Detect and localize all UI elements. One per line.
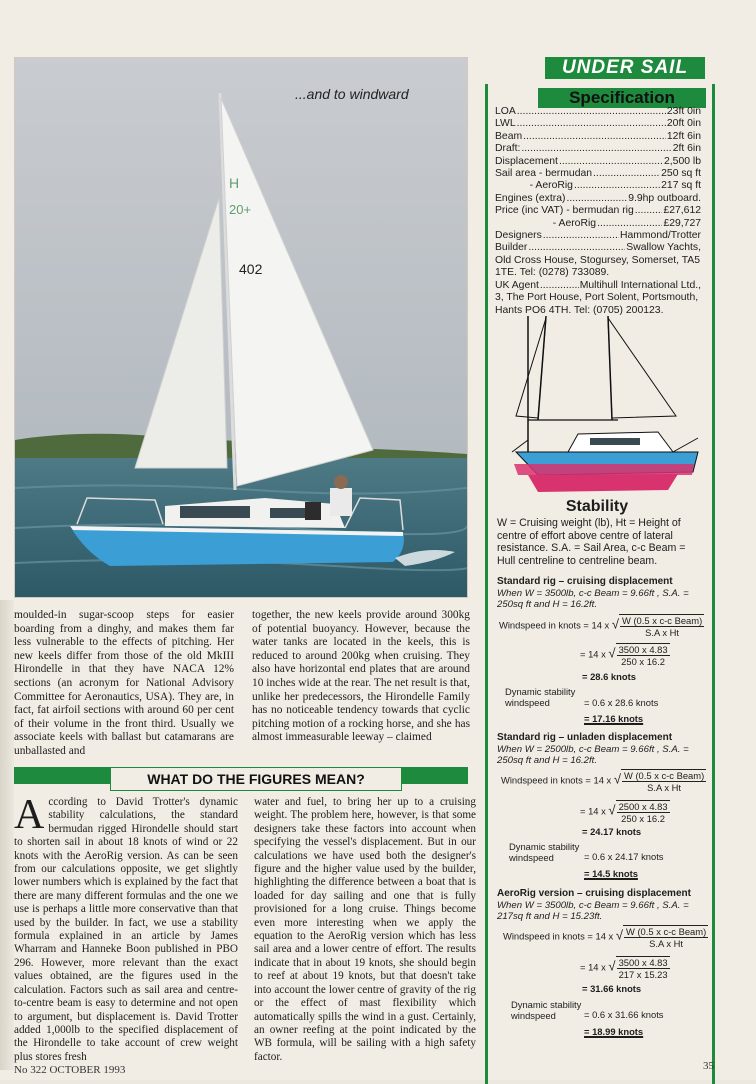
calc-result-1: = 28.6 knots — [582, 671, 636, 682]
sail-number-text: 402 — [239, 261, 263, 277]
calc-result-2: = 24.17 knots — [582, 826, 642, 837]
sail-mark-text: H — [229, 175, 240, 191]
boat-photo-illustration — [15, 58, 467, 597]
calc-heading: Standard rig – unladen displacement — [497, 732, 673, 743]
drop-cap: A — [14, 792, 45, 838]
dyn-label-2b: windspeed — [509, 852, 554, 863]
spec-row: Sail area - bermudan ..... 250 sq ft — [495, 168, 701, 180]
article-column-2 — [252, 609, 470, 745]
spec-row: LOA ..... 23ft 0in — [495, 106, 701, 118]
calc-conditions: When W = 3500lb, c-c Beam = 9.66ft , S.A. = 217sq ft and H = 15.23ft. — [497, 899, 689, 922]
dyn-result-3: = 18.99 knots — [584, 1026, 644, 1037]
calc-formula-1: Windspeed in knots = 14 x √ $\frac{\text{W (0.5 x c-c Beam)}}{\text{S.A x Ht}}$ — [499, 615, 703, 638]
spec-row: - AeroRig ..... £29,727 — [495, 218, 701, 230]
section-tag: UNDER SAIL — [545, 57, 705, 79]
calc-sub-1: = 14 x √ $\frac{3500 x 4.83}{250 x 16.2}$ — [580, 644, 668, 667]
dyn-label-1b: windspeed — [505, 697, 550, 708]
figures-paragraph: water and fuel, to bring her up to a cruising weight. The problem here, however, is that some designers take these factors into account when specifying the vessel's displacement. But in our calculations we have used both the designer's figure and the higher value used by the builder, highlighting the difference between a boat that is loaded for day sailing and one that is fully provisioned for a long cruise. Things become even more interesting when we apply the equation to the AeroRig version which has less sail area and a lower centre of effort. The results indicate that in about 19 knots, she should begin to reef at about 19 knots, but that doesn't take into account the lower centre of gravity of the rig or the effect of mast flexibility which automatically spills the wind in a gust. Certainly, an owner reefing at the point indicated by the WB formula, will be sailing with a high safety factor. — [254, 796, 476, 1063]
dyn-calc-3: = 0.6 x 31.66 knots — [584, 1009, 664, 1020]
dyn-calc-2: = 0.6 x 24.17 knots — [584, 851, 664, 862]
builder-address: Old Cross House, Stogursey, Somerset, TA5 1TE. Tel: (0278) 733089. — [495, 254, 701, 279]
spec-row: Beam ..... 12ft 6in — [495, 131, 701, 143]
boat-profile-diagram — [508, 312, 703, 498]
figures-column-1 — [14, 792, 238, 1064]
calc-conditions: When W = 3500lb, c-c Beam = 9.66ft , S.A. = 250sq ft and H = 16.2ft. — [497, 587, 689, 610]
stability-intro: W = Cruising weight (lb), Ht = Height of centre of effort above centre of lateral resistance. S.A. = Sail Area, c-c Beam = Hull centreline to centreline beam. — [497, 517, 686, 567]
calc-block-2 — [497, 732, 705, 767]
article-column-1 — [14, 609, 234, 759]
spec-row: Engines (extra) ..... 9.9hp outboard. — [495, 193, 701, 205]
calc-sub-2: = 14 x √ $\frac{2500 x 4.83}{250 x 16.2}$ — [580, 801, 668, 824]
specification-title: Specification — [538, 88, 706, 108]
specification-list — [495, 106, 701, 317]
calc-block-1 — [497, 576, 705, 611]
dyn-result-1: = 17.16 knots — [584, 713, 644, 724]
stability-title: Stability — [565, 498, 629, 515]
calc-sub-3: = 14 x √ $\frac{3500 x 4.83}{217 x 15.23}$ — [580, 957, 668, 980]
calc-heading: Standard rig – cruising displacement — [497, 576, 673, 587]
photo-caption: ...and to windward — [295, 86, 409, 102]
figures-column-2 — [254, 796, 476, 1064]
figures-header-bar — [14, 767, 468, 789]
calc-formula-2: Windspeed in knots = 14 x √ $\frac{\text{W (0.5 x c-c Beam)}}{\text{S.A x Ht}}$ — [501, 770, 705, 793]
calc-heading: AeroRig version – cruising displacement — [497, 888, 691, 899]
spec-row: Builder ..... Swallow Yachts, — [495, 242, 701, 254]
dyn-label-3b: windspeed — [511, 1010, 556, 1021]
uk-agent-address: 3, The Port House, Port Solent, Portsmouth, Hants PO6 4TH. Tel: (0705) 200123. — [495, 292, 699, 316]
dyn-label-1a: Dynamic stability — [505, 686, 576, 697]
spec-row: - AeroRig ..... 217 sq ft — [495, 180, 701, 192]
article-paragraph: together, the new keels provide around 300kg of potential buoyancy. However, because the water tanks are located in the keels, this is reduced to around 200kg when cruising. They also have horizontal end plates that are around 10 inches wide at the rear. The net result is that, unlike her predecessors, the Hirondelle Family has no noticeable tendency towards that cyclic pitching motion of a rocking horse, and she has almost immeasurable leeway – claimed — [252, 609, 470, 744]
calc-block-3 — [497, 888, 705, 923]
dyn-result-2: = 14.5 knots — [584, 868, 638, 879]
boat-photo — [14, 57, 468, 598]
sail-mark-text-2: 20+ — [229, 202, 252, 217]
spec-row: LWL ..... 20ft 0in — [495, 118, 701, 130]
figures-paragraph: ccording to David Trotter's dynamic stability calculations, the standard bermudan rigged Hirondelle should start to shorten sail in about 18 knots of wind or 22 knots with the AeroRig version. As can be seen from our calculations opposite, we get slightly lower numbers which is explained by the fact that there are many different formulas and the one we use is perhaps a little more conservative than that used by the builder. In fact, we use a stability formula explained in an article by James Wharram and Hanneke Boon published in PBO 296. However, more relevant than the exact values obtained, are the figures used in the calculation. Factors such as sail area and centre-to-centre beam is easy to determine and not open to argument, but displacement is. David Trotter added 1,000lb to the specified displacement of the Hirondelle to take account of crew weight plus stores fresh — [14, 796, 238, 1063]
dyn-calc-1: = 0.6 x 28.6 knots — [584, 697, 659, 708]
spec-row: Displacement ..... 2,500 lb — [495, 156, 701, 168]
calc-conditions: When W = 2500lb, c-c Beam = 9.66ft , S.A. = 250sq ft and H = 16.2ft. — [497, 743, 689, 766]
dyn-label-2a: Dynamic stability — [509, 841, 580, 852]
spec-row-uk-agent: UK Agent ..... Multihull International Ltd., — [495, 280, 701, 292]
page-number: 35 — [703, 1060, 714, 1072]
dyn-label-3a: Dynamic stability — [511, 999, 582, 1010]
article-paragraph: moulded-in sugar-scoop steps for easier boarding from a dinghy, and makes them far less vulnerable to the effects of pitching. Her new keels differ from those of the old MkIII Hirondelle in that they have NACA 12% sections (an acronym for National Advisory Committee for Aeronautics, USA). They are, in fact, fat airfoil sections with around 60 per cent of their volume in the front third. Usually we associate keels with ballast but catamarans are unballasted and — [14, 609, 234, 757]
calc-result-3: = 31.66 knots — [582, 983, 642, 994]
figures-title: WHAT DO THE FIGURES MEAN? — [110, 767, 402, 791]
spec-row: Draft: ..... 2ft 6in — [495, 143, 701, 155]
issue-footer: No 322 OCTOBER 1993 — [14, 1064, 126, 1076]
spec-row: Designers ..... Hammond/Trotter — [495, 230, 701, 242]
calc-formula-3: Windspeed in knots = 14 x √ $\frac{\text{W (0.5 x c-c Beam)}}{\text{S.A x Ht}}$ — [503, 926, 707, 949]
page-fold-shadow — [0, 600, 14, 1070]
spec-row: Price (inc VAT) - bermudan rig ..... £27,612 — [495, 205, 701, 217]
